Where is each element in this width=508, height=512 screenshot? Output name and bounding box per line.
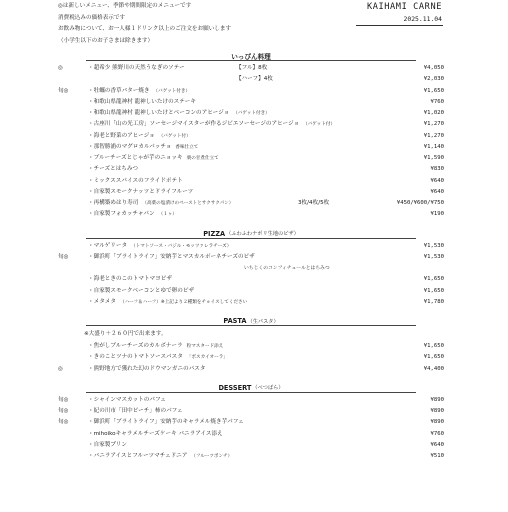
menu-item [58,297,444,308]
item-price: ¥1,780 [423,298,444,305]
item-name-group [88,252,255,263]
item-name-group [88,209,177,220]
item-name: ・和歌山県龍神村 龍神しいたけとベーコンのアヒージョ [88,110,230,116]
item-name: いちじくのコンフィチュールとはちみつ [244,266,330,271]
item-price: ¥890 [430,408,444,414]
menu-item [58,241,444,252]
item-name-group [88,97,196,108]
section-title [58,314,444,328]
menu-section [58,227,444,309]
section-divider [86,392,416,393]
item-note: （バゲット付き） [233,111,270,116]
section-divider [86,238,416,239]
menu-item [58,209,444,220]
item-option: 【フル】8枚 [236,65,268,71]
item-name: ・焦がしブルーチーズのカルボナーラ [88,343,183,349]
item-mark: 旬◎ [58,408,69,414]
item-name-group [88,406,183,417]
item-name: 【ハーフ】4枚 [236,76,273,83]
item-price: ¥1,590 [423,155,444,161]
item-name: ・自家製スモークナッツとドライフルーツ [88,188,194,195]
item-name-group [88,119,335,130]
header-note: ◎は新しいメニュー、季節や期間限定のメニューです [58,3,192,9]
item-price: ¥1,270 [423,132,444,139]
item-name: ・自家製フォカッチャパン [88,211,155,218]
item-name: ・海老と野菜のアヒージョ [88,132,155,139]
menu-item [58,198,444,209]
item-price: ¥1,020 [423,110,444,116]
menu-item [58,352,444,363]
item-name-group [88,131,191,142]
menu-item [58,164,444,175]
item-name: ・牡蠣の香草バター焼き [88,87,150,94]
menu-item [58,176,444,187]
item-price: ¥190 [430,211,444,218]
item-name-group [88,451,232,462]
menu-item [58,406,444,417]
item-name: ・チーズとはちみつ [88,166,138,173]
menu-item [58,429,444,440]
item-note: （バゲット付） [303,122,336,128]
item-name: ・マルゲリータ [88,242,128,249]
item-price: ¥760 [430,98,444,105]
item-price: ¥640 [430,177,444,184]
menu-item [58,341,444,352]
item-name: ・ブルーチーズとじゃが芋のニョッキ [88,155,183,161]
item-price: ¥1,270 [423,121,444,128]
item-name: ・超希少 熊野川の天然うなぎのソテー [88,65,185,71]
item-name-group [88,108,270,119]
item-name-group [236,74,273,85]
menu-item [58,187,444,198]
item-note: （バゲット付） [158,133,191,139]
item-name-group [88,164,138,175]
header-note: お飲み物について、お一人様１ドリンク以上のご注文をお願いします [58,26,232,32]
item-price: ¥760 [430,430,444,437]
section-title [58,227,444,241]
item-mark: ◎ [58,365,63,372]
item-price: ¥830 [430,166,444,173]
item-name-group [88,274,172,285]
section-note: ※大盛り＋２６０円で出来ます。 [84,331,167,337]
item-mark: ◎ [58,65,63,71]
item-name-group [88,153,219,164]
item-name: ・熊野地方で獲れた幻のドウマンガニのパスタ [88,365,206,372]
section-divider [86,325,416,326]
header-notes [58,1,231,47]
item-price: ¥2,030 [423,76,444,83]
item-price: ¥640 [430,188,444,195]
item-name: ・自家製プリン [88,441,127,448]
menu-item [58,131,444,142]
item-note: 「ボスカイオーラ」 [186,355,228,361]
item-price: ¥1,140 [423,143,444,150]
item-price: ¥1,530 [423,242,444,249]
menu-item [58,108,444,119]
item-price: ¥510 [430,453,444,459]
item-name: ・古座川「山の光工房」ソーセージマイスターが作るジビエソーセージのアヒージョ [88,121,300,128]
section-title [58,49,444,63]
menu-item [58,142,444,153]
item-mark: 旬◎ [58,396,69,403]
section-title-text: PASTA [223,317,247,325]
menu-item [58,451,444,462]
item-price: ¥1,650 [423,87,444,94]
item-name: ・バニラアイスとフルーツマチェドニア [88,453,188,459]
menu-body [58,49,444,462]
menu-item [58,274,444,285]
menu-item [58,364,444,375]
item-name-group [88,286,194,297]
item-note: （高菜の塩漬けのペーストとサクサクパン） [142,201,234,206]
brand-name: KAIHAMI CARNE [366,2,442,12]
item-price: ¥1,650 [423,287,444,294]
item-name-group [88,198,233,209]
item-mark: 旬◎ [58,87,69,94]
menu-item [58,263,444,274]
item-price: ¥1,530 [423,253,444,260]
menu-item [58,286,444,297]
item-name: ・御浜町「ブライトライフ」安納芋とマスカルポーネチーズのピザ [88,253,255,260]
item-note: （ハーフ＆ハーフ）※上記より２種類をチョイスしてください [119,299,248,305]
item-name: ・自家製スモークベーコンとゆで卵のピザ [88,287,195,294]
item-price: ¥890 [430,419,444,426]
item-note: （トマトソース・バジル・モッツァレラチーズ） [131,243,232,249]
item-name: ・紀の川市「田中ピーチ」柿のパフェ [88,408,183,414]
item-note: （１ヶ） [158,212,178,218]
item-name: ・那智勝浦のマグロカルパッチョ [88,143,172,150]
item-note: 栗の甘煮仕立て [186,156,219,161]
item-note: （バゲット付き） [153,88,191,94]
menu-section [58,49,444,221]
item-name-group [88,86,190,97]
item-price: ¥1,650 [423,343,444,349]
item-name: ・mihoikoキャラメルチーズケーキ バニラアイス添え [88,430,223,437]
item-name-group [88,142,198,153]
item-price: ¥4,050 [423,65,444,71]
item-name: ・再構築めはり寿司 [88,200,139,206]
item-name: ・和歌山県龍神村 龍神しいたけのステーキ [88,98,196,105]
item-mark: 旬◎ [58,419,69,426]
section-title [58,381,444,395]
item-name-group [88,364,205,375]
menu-item [58,97,444,108]
item-name-group [88,187,193,198]
menu-header [0,0,508,50]
item-note: 香味仕立て [175,144,199,150]
section-title-text: いっぴん料理 [231,53,271,61]
menu-item [58,119,444,130]
item-price: ¥4,400 [423,365,444,372]
item-name-group [88,429,223,440]
menu-date: 2025.11.04 [403,15,442,23]
menu-item [58,63,444,74]
item-mark: 旬◎ [58,253,69,260]
section-subtitle: （べつばら） [252,385,284,392]
item-note: 粒マスタード添え [186,344,224,349]
item-name-group [88,176,183,187]
item-price: ¥1,650 [423,276,444,283]
item-price: ¥450/¥600/¥750 [396,200,444,206]
item-name: ・海老ときのこのトマトマヨピザ [88,276,172,283]
section-title-text: DESSERT [218,383,252,392]
menu-item [58,395,444,406]
menu-item [58,417,444,428]
brand-underline [356,25,443,26]
menu-section [58,381,444,463]
section-subtitle: （生パスタ） [247,318,279,325]
item-name: ・シャインマスカットのパフェ [88,396,166,403]
header-note: （小学生以下のお子さまは除きます） [58,37,154,44]
item-name-group [244,263,330,274]
item-name: ・御浜町「ブライトライフ」安納芋のキャラメル焼き芋パフェ [88,419,244,426]
menu-item [58,74,444,85]
section-title-text: PIZZA [203,229,226,238]
item-name-group [88,352,228,363]
item-name-group [88,241,231,252]
item-note: （フルーツポンチ） [191,454,233,459]
menu-item [58,153,444,164]
item-name: ・ミックススパイスのフライドポテト [88,177,183,184]
item-name: ・メタメタ [88,298,116,305]
section-subtitle: （ふわふわナポリ生地のピザ） [226,231,299,237]
item-price: ¥890 [430,396,444,403]
item-price: ¥640 [430,441,444,448]
header-note: 消費税込みの価格表示です [58,14,126,21]
item-name-group [88,395,166,406]
menu-item [58,252,444,263]
section-divider [86,60,416,61]
menu-item [58,440,444,451]
menu-section [58,314,444,375]
item-name-group [88,341,223,352]
item-name-group [88,297,247,308]
menu-item [58,86,444,97]
item-name-group [88,63,185,74]
item-name-group [88,417,244,428]
item-name: ・きのことツナのトマトソースパスタ [88,354,183,361]
item-option: 3枚/4枚/5枚 [298,200,330,206]
item-price: ¥1,650 [423,354,444,361]
item-name-group [88,440,127,451]
